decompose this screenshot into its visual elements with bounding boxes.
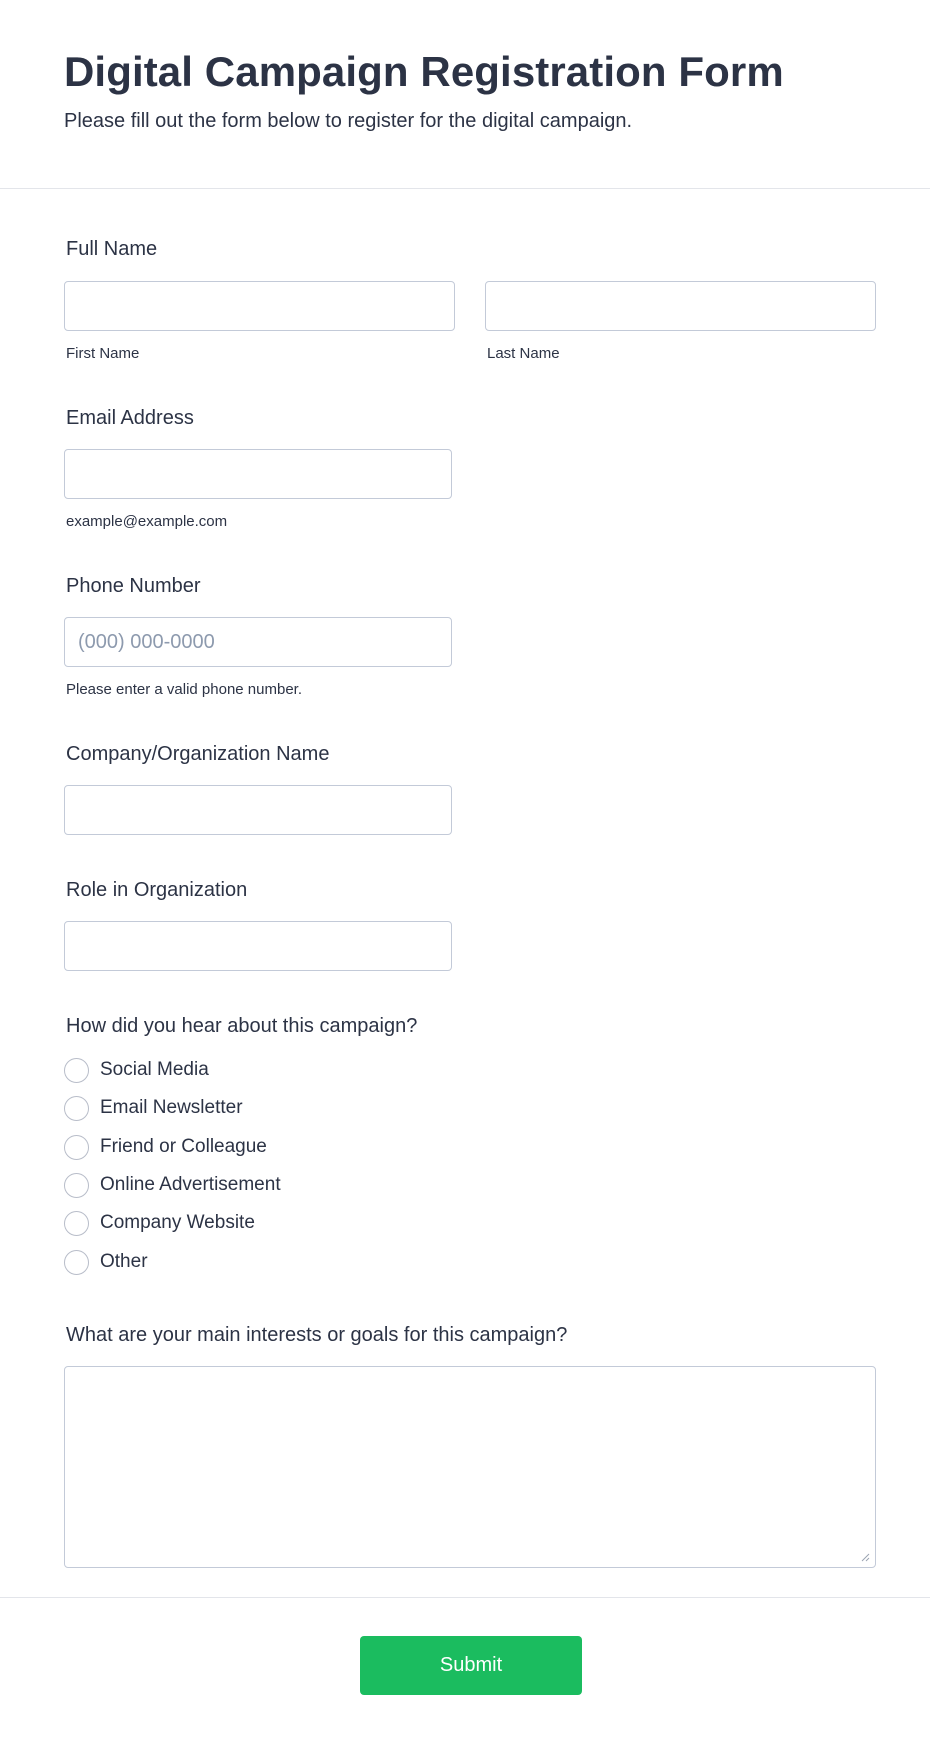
radio-button[interactable] (64, 1173, 89, 1198)
radio-option-social-media[interactable] (64, 1057, 209, 1083)
radio-option-label: Online Advertisement (100, 1174, 281, 1195)
footer-divider (0, 1597, 930, 1598)
last-name-sublabel: Last Name (487, 345, 560, 362)
phone-input[interactable] (64, 617, 452, 667)
interests-label: What are your main interests or goals for this campaign? (66, 1324, 568, 1346)
radio-button[interactable] (64, 1096, 89, 1121)
submit-button[interactable]: Submit (360, 1636, 582, 1695)
first-name-sublabel: First Name (66, 345, 140, 362)
radio-button[interactable] (64, 1211, 89, 1236)
radio-option-online-advertisement[interactable] (64, 1172, 281, 1198)
email-input[interactable] (64, 449, 452, 499)
radio-option-other[interactable] (64, 1249, 148, 1275)
role-input[interactable] (64, 921, 452, 971)
company-label: Company/Organization Name (66, 743, 330, 765)
radio-option-label: Other (100, 1251, 148, 1272)
role-label: Role in Organization (66, 879, 248, 901)
phone-sublabel: Please enter a valid phone number. (66, 681, 302, 698)
last-name-input[interactable] (485, 281, 876, 331)
radio-option-label: Friend or Colleague (100, 1136, 267, 1157)
form-title: Digital Campaign Registration Form (64, 48, 784, 95)
form-subtitle: Please fill out the form below to register for the digital campaign. (64, 110, 633, 132)
email-sublabel: example@example.com (66, 513, 228, 530)
radio-option-label: Social Media (100, 1059, 209, 1080)
radio-button[interactable] (64, 1250, 89, 1275)
interests-textarea[interactable] (64, 1366, 876, 1568)
form-header (0, 0, 930, 189)
heard-about-label: How did you hear about this campaign? (66, 1015, 418, 1037)
radio-option-email-newsletter[interactable] (64, 1095, 243, 1121)
phone-label: Phone Number (66, 575, 201, 597)
radio-button[interactable] (64, 1135, 89, 1160)
full-name-label: Full Name (66, 238, 158, 260)
company-input[interactable] (64, 785, 452, 835)
radio-button[interactable] (64, 1058, 89, 1083)
radio-option-company-website[interactable] (64, 1210, 255, 1236)
radio-option-label: Company Website (100, 1212, 255, 1233)
radio-option-label: Email Newsletter (100, 1097, 243, 1118)
email-label: Email Address (66, 407, 194, 429)
radio-option-friend-or-colleague[interactable] (64, 1134, 267, 1160)
first-name-input[interactable] (64, 281, 455, 331)
